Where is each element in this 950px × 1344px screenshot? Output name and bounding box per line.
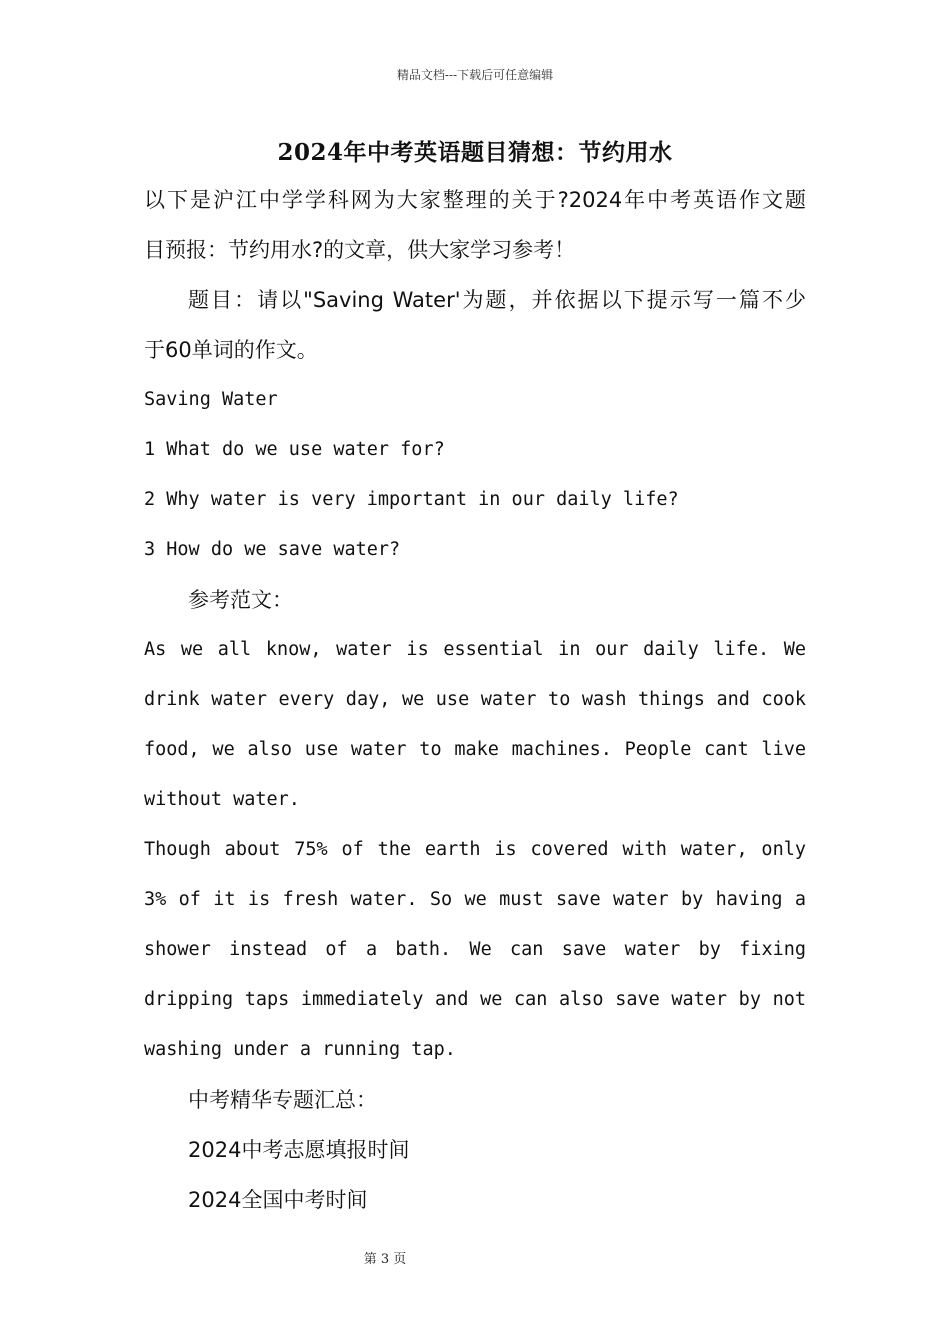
page-number: 第 3 页 (363, 1252, 407, 1267)
prompt-line-1: 题目：请以"Saving Water'为题，并依据以下提示写一篇不少 (188, 288, 806, 312)
prompt-line-2: 于60单词的作文。 (144, 338, 318, 362)
essay-p2-line-2: 3% of it is fresh water. So we must save water by having a (144, 889, 806, 910)
essay-p1-line-3: food, we also use water to make machines. People cant live (144, 739, 806, 760)
outline-heading: Saving Water (144, 389, 278, 410)
document-body (144, 180, 806, 1230)
intro-line-2: 目预报：节约用水?的文章，供大家学习参考！ (144, 238, 576, 262)
page-title: 2024年中考英语题目猜想：节约用水 (277, 139, 673, 166)
essay-p1-line-4: without water. (144, 789, 300, 810)
topics-label: 中考精华专题汇总： (188, 1088, 377, 1112)
outline-item-3: 3 How do we save water? (144, 539, 401, 560)
outline-item-1: 1 What do we use water for? (144, 439, 445, 460)
essay-p2-line-4: dripping taps immediately and we can also save water by not (144, 989, 806, 1010)
essay-p1-line-2: drink water every day, we use water to wash things and cook (144, 689, 806, 710)
intro-line-1: 以下是沪江中学学科网为大家整理的关于?2024年中考英语作文题 (144, 188, 806, 212)
sample-label: 参考范文： (188, 588, 293, 612)
essay-p2-line-5: washing under a running tap. (144, 1039, 456, 1060)
topic-link-1[interactable]: 2024中考志愿填报时间 (188, 1138, 410, 1162)
outline-item-2: 2 Why water is very important in our daily life? (144, 489, 679, 510)
essay-p2-line-1: Though about 75% of the earth is covered with water, only (144, 839, 806, 860)
essay-p2-line-3: shower instead of a bath. We can save water by fixing (144, 939, 806, 960)
topic-link-2[interactable]: 2024全国中考时间 (188, 1188, 368, 1212)
page-header: 精品文档---下载后可任意编辑 (396, 68, 554, 82)
essay-p1-line-1: As we all know, water is essential in our daily life. We (144, 639, 806, 660)
